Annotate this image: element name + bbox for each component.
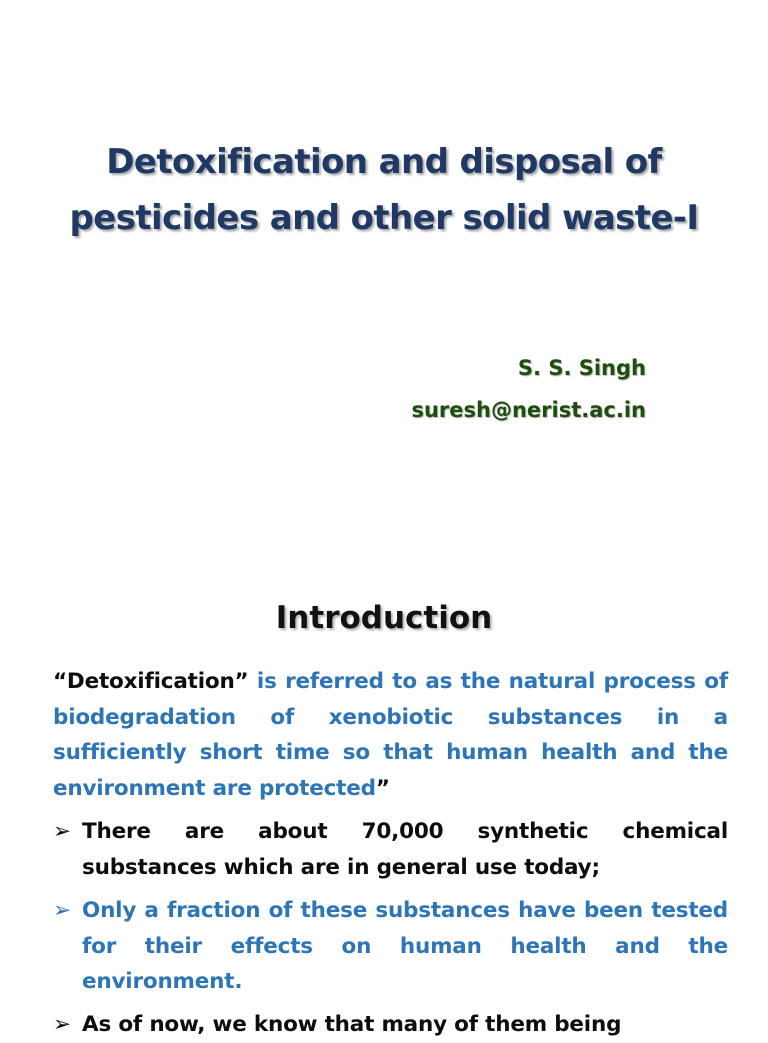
bullet-item [53,1007,728,1043]
arrow-bullet-icon: ➢ [53,1012,71,1037]
bullet-item [53,893,728,1000]
slide-title [24,134,744,246]
arrow-bullet-icon: ➢ [53,819,71,844]
bullet-text: There are about 70,000 synthetic chemical substances which are in general use today; [82,819,728,880]
introduction-slide [0,576,768,1037]
arrow-bullet-icon: ➢ [53,898,71,923]
bullet-item [53,814,728,885]
title-line-1: Detoxification and disposal of [106,142,662,182]
author-name: S. S. Singh [517,356,646,380]
slide-heading: Introduction [275,600,493,636]
definition-text: is referred to as the natural process of biodegradation of xenobiotic substances in a sufficiently short time so that human health and the environment are protected [53,669,728,801]
defined-term: “Detoxification” [53,669,249,694]
definition-paragraph [53,664,728,806]
author-email: suresh@nerist.ac.in [411,398,646,422]
title-line-2: pesticides and other solid waste-I [69,198,699,238]
closing-quote: ” [375,775,390,801]
bullet-text: Only a fraction of these substances have been tested for their effects on human health and the environment. [82,898,728,994]
bullet-text: As of now, we know that many of them being [82,1012,622,1037]
